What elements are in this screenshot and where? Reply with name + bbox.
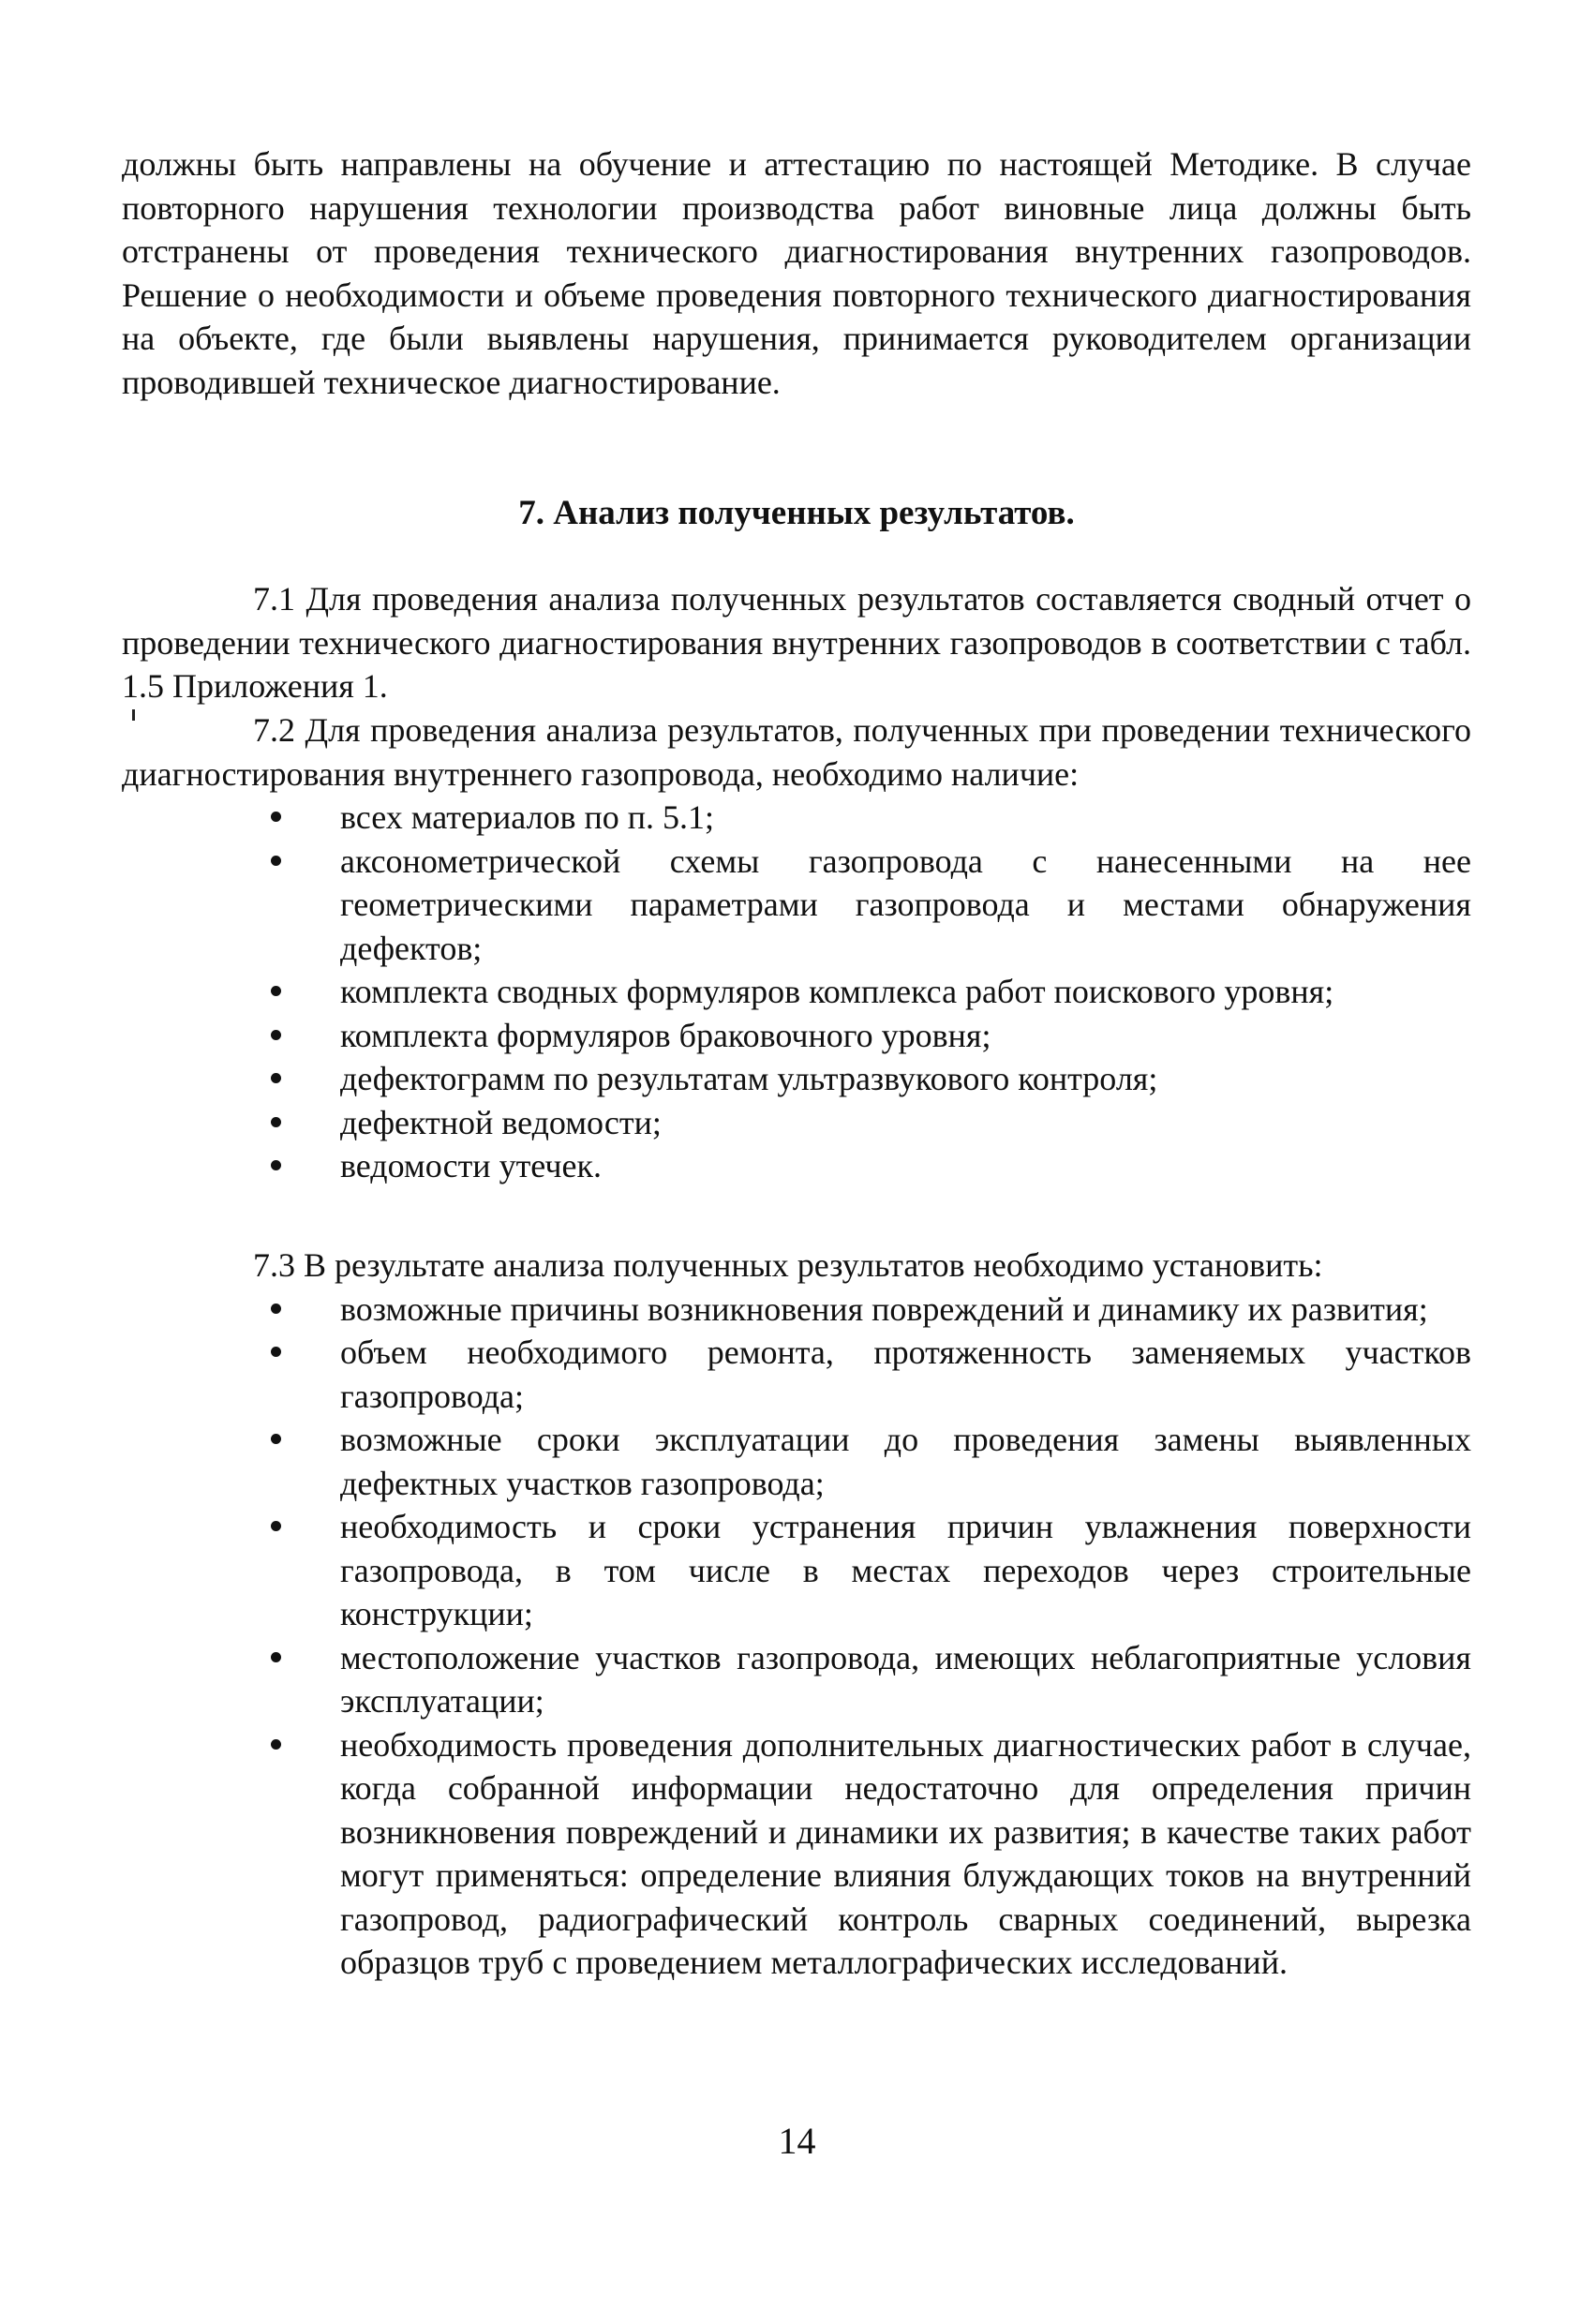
list-item-text: ведомости утечек. xyxy=(340,1147,602,1184)
list-item xyxy=(122,1101,1471,1145)
bullet-icon xyxy=(271,1347,281,1357)
section-heading: 7. Анализ полученных результатов. xyxy=(518,494,1075,532)
list-item-text: возможные сроки эксплуатации до проведения замены выявленных дефектных участков газопровода; xyxy=(340,1421,1471,1502)
bullet-icon xyxy=(271,856,281,866)
bullet-icon xyxy=(271,1304,281,1314)
list-item-text: объем необходимого ремонта, протяженность заменяемых участков газопровода; xyxy=(340,1333,1471,1415)
list-item xyxy=(122,1057,1471,1101)
paragraph-7-3-text: 7.3 В результате анализа полученных результатов необходимо установить: xyxy=(253,1246,1323,1284)
paragraph-7-2 xyxy=(122,708,1471,1188)
list-item xyxy=(122,1014,1471,1058)
paragraph-7-2-text: 7.2 Для проведения анализа результатов, полученных при проведении технического диагностирования внутреннего газопровода, необходимо наличие: xyxy=(122,711,1471,793)
list-item-text: дефектной ведомости; xyxy=(340,1103,662,1141)
list-item xyxy=(122,1723,1471,1985)
list-item xyxy=(122,1331,1471,1418)
list-item xyxy=(122,1144,1471,1188)
bullet-icon xyxy=(271,1117,281,1127)
bullet-icon xyxy=(271,1030,281,1040)
list-item-text: возможные причины возникновения повреждений и динамику их развития; xyxy=(340,1289,1428,1328)
list-item-text: всех материалов по п. 5.1; xyxy=(340,798,715,836)
list-item-text: дефектограмм по результатам ультразвукового контроля; xyxy=(340,1060,1158,1097)
bullet-icon xyxy=(271,1073,281,1083)
list-item xyxy=(122,1505,1471,1636)
list-item-text: комплекта формуляров браковочного уровня; xyxy=(340,1016,991,1054)
bullet-icon xyxy=(271,986,281,996)
bullet-icon xyxy=(271,1652,281,1662)
bullet-icon xyxy=(271,1434,281,1444)
bullet-icon xyxy=(271,812,281,822)
list-item-text: местоположение участков газопровода, имеющих неблагоприятные условия эксплуатации; xyxy=(340,1638,1471,1720)
intro-text: должны быть направлены на обучение и аттестацию по настоящей Методике. В случае повторного нарушения технологии производства работ виновные лица должны быть отстранены от проведения технического диагностирования внутренних газопроводов. Решение о необходимости и объеме проведения повторного технического диагностирования на объекте, где были выявлены нарушения, принимается руководителем организации проводившей техническое диагностирование. xyxy=(122,145,1471,401)
list-item-text: аксонометрической схемы газопровода с нанесенными на нее геометрическими параметрами газопровода и местами обнаружения дефектов; xyxy=(340,842,1471,967)
paragraph-7-3 xyxy=(122,1244,1471,1985)
list-item xyxy=(122,1288,1471,1332)
intro-paragraph xyxy=(122,142,1471,404)
bullet-icon xyxy=(271,1160,281,1170)
list-item-text: необходимость проведения дополнительных диагностических работ в случае, когда собранной информации недостаточно для определения причин возникновения повреждений и динамики их развития; в качестве таких работ могут применяться: определение влияния блуждающих токов на внутренний газопровод, радиографический контроль сварных соединений, вырезка образцов труб с проведением металлографических исследований. xyxy=(340,1725,1471,1981)
list-item-text: необходимость и сроки устранения причин увлажнения поверхности газопровода, в том числе в местах переходов через строительные конструкции; xyxy=(340,1508,1471,1632)
list-item xyxy=(122,970,1471,1014)
paragraph-7-1 xyxy=(122,577,1471,708)
list-item xyxy=(122,840,1471,971)
paragraph-7-1-text: 7.1 Для проведения анализа полученных результатов составляется сводный отчет о проведении технического диагностирования внутренних газопроводов в соответствии с табл. 1.5 Приложения 1. xyxy=(122,580,1471,705)
list-7-3 xyxy=(122,1288,1471,1985)
list-item xyxy=(122,796,1471,840)
list-item-text: комплекта сводных формуляров комплекса работ поискового уровня; xyxy=(340,973,1334,1010)
bullet-icon xyxy=(271,1739,281,1750)
list-item xyxy=(122,1418,1471,1505)
list-item xyxy=(122,1636,1471,1723)
page-number: 14 xyxy=(778,2120,816,2162)
list-7-2 xyxy=(122,796,1471,1188)
bullet-icon xyxy=(271,1521,281,1531)
